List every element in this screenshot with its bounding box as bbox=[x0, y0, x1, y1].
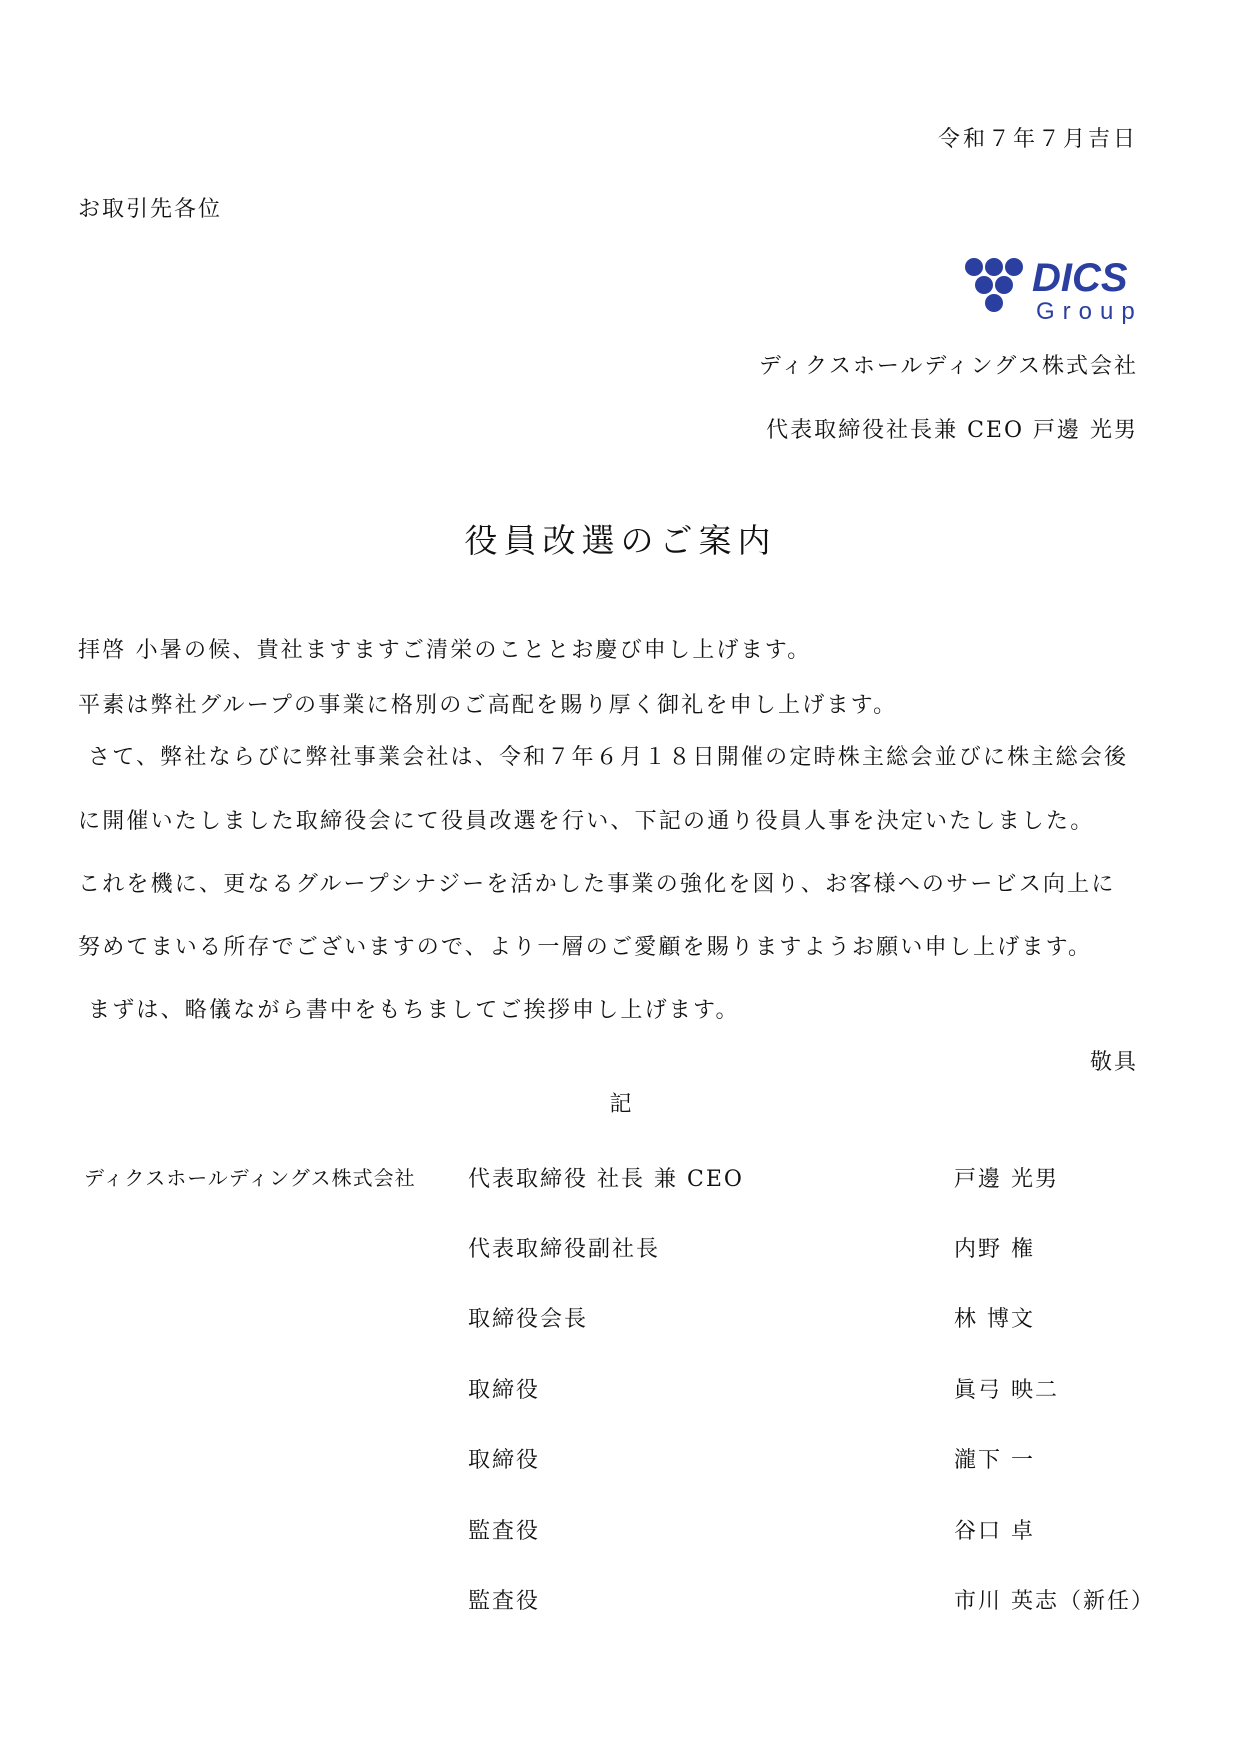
officer-name: 瀧下 一 bbox=[954, 1448, 1035, 1473]
dics-logo-graphic bbox=[962, 255, 1172, 327]
officer-position: 代表取締役 社長 兼 CEO bbox=[468, 1167, 744, 1192]
officer-name: 眞弓 映二 bbox=[954, 1378, 1059, 1403]
officer-position: 取締役 bbox=[468, 1448, 541, 1473]
body-paragraph: これを機に、更なるグループシナジーを活かした事業の強化を図り、お客様へのサービス向上に bbox=[78, 872, 1116, 897]
officer-name: 谷口 卓 bbox=[954, 1519, 1035, 1544]
officer-position: 取締役 bbox=[468, 1378, 541, 1403]
officers-company: ディクスホールディングス株式会社 bbox=[84, 1166, 416, 1190]
document-title: 役員改選のご案内 bbox=[464, 521, 777, 560]
sender-company: ディクスホールディングス株式会社 bbox=[758, 354, 1138, 379]
body-paragraph: 努めてまいる所存でございますので、より一層のご愛顧を賜りますようお願い申し上げます。 bbox=[78, 935, 1093, 960]
officer-name: 戸邊 光男 bbox=[954, 1167, 1059, 1192]
officer-position: 監査役 bbox=[468, 1519, 541, 1544]
officer-name: 市川 英志（新任） bbox=[954, 1589, 1155, 1614]
addressee: お取引先各位 bbox=[78, 197, 223, 222]
body-paragraph: 平素は弊社グループの事業に格別のご高配を賜り厚く御礼を申し上げます。 bbox=[78, 693, 898, 718]
officer-position: 代表取締役副社長 bbox=[468, 1237, 661, 1262]
logo-top-text: DICS bbox=[1032, 256, 1128, 300]
body-paragraph: さて、弊社ならびに弊社事業会社は、令和７年６月１８日開催の定時株主総会並びに株主総会後 bbox=[88, 745, 1129, 770]
ki-heading: 記 bbox=[609, 1092, 632, 1117]
logo-bottom-text: Group bbox=[1036, 298, 1143, 325]
officer-name: 内野 権 bbox=[954, 1237, 1035, 1262]
body-paragraph: 拝啓 小暑の候、貴社ますますご清栄のこととお慶び申し上げます。 bbox=[78, 638, 812, 663]
sender-representative: 代表取締役社長兼 CEO 戸邊 光男 bbox=[766, 418, 1138, 443]
body-paragraph: に開催いたしました取締役会にて役員改選を行い、下記の通り役員人事を決定いたしました。 bbox=[78, 809, 1095, 834]
officer-position: 監査役 bbox=[468, 1589, 541, 1614]
dics-group-logo bbox=[962, 255, 1172, 327]
document-date: 令和７年７月吉日 bbox=[937, 127, 1138, 152]
officer-name: 林 博文 bbox=[954, 1307, 1035, 1332]
officer-position: 取締役会長 bbox=[468, 1307, 589, 1332]
body-paragraph: まずは、略儀ながら書中をもちましてご挨拶申し上げます。 bbox=[88, 998, 740, 1023]
closing-remark: 敬具 bbox=[1089, 1050, 1138, 1075]
